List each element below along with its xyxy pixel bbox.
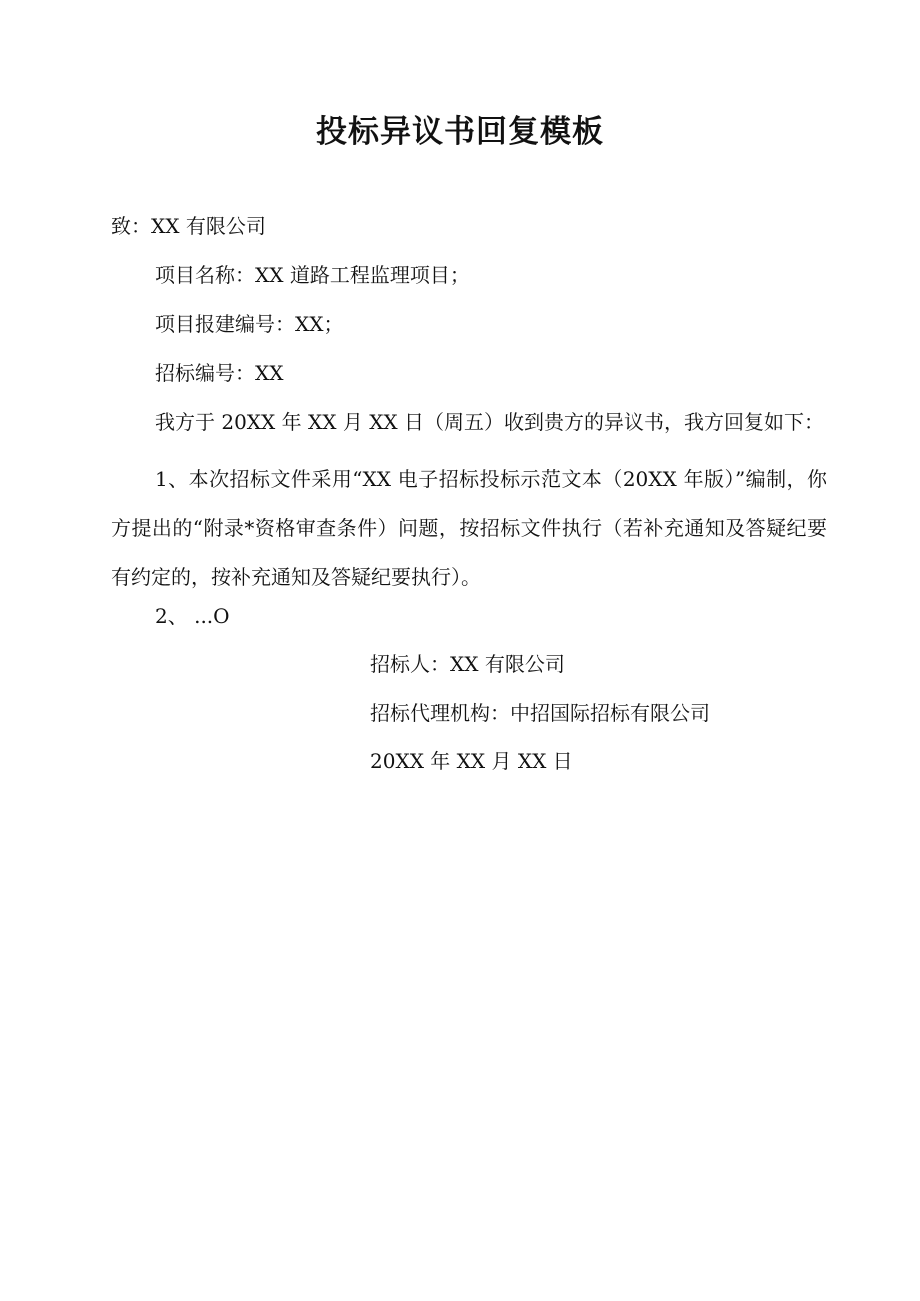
project-registration-number-line: 项目报建编号：XX； [155, 312, 344, 336]
reply-item-1: 1、本次招标文件采用“XX 电子招标投标示范文本（20XX 年版）”编制，你方提出的“附录*资格审查条件）问题，按招标文件执行（若补充通知及答疑纪要有约定的，按补充通知及答疑纪要执行）。 [111, 467, 827, 589]
project-name-line: 项目名称：XX 道路工程监理项目； [155, 263, 470, 287]
document-title: 投标异议书回复模板 [316, 114, 604, 150]
recipient-line: 致：XX 有限公司 [111, 214, 266, 238]
reply-item-2: 2、 ...O [155, 604, 230, 628]
tender-agency-signature: 招标代理机构：中招国际招标有限公司 [370, 701, 710, 725]
tenderer-signature: 招标人：XX 有限公司 [370, 652, 565, 676]
signature-date: 20XX 年 XX 月 XX 日 [370, 749, 573, 773]
receipt-statement: 我方于 20XX 年 XX 月 XX 日（周五）收到贵方的异议书，我方回复如下： [155, 410, 825, 434]
tender-number-line: 招标编号：XX [155, 361, 284, 385]
